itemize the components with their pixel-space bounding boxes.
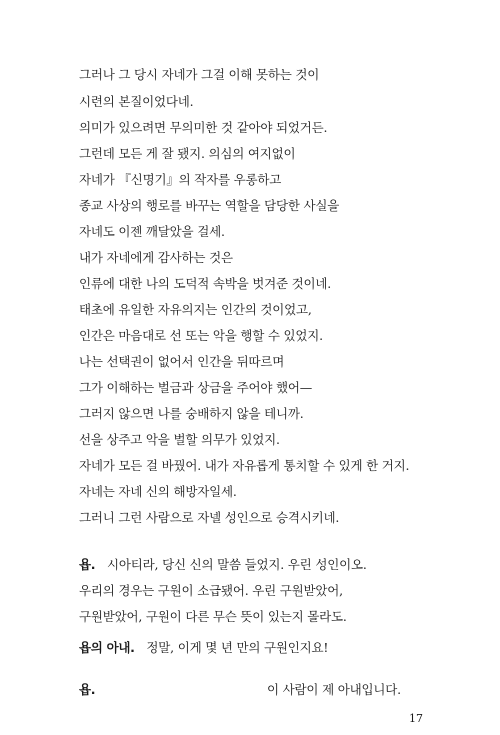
verse-line: 태초에 유일한 자유의지는 인간의 것이었고, xyxy=(79,302,312,317)
verse-line: 그런데 모든 게 잘 됐지. 의심의 여지없이 xyxy=(79,146,296,161)
verse-line: 자네도 이젠 깨달았을 걸세. xyxy=(79,224,225,239)
verse-line: 그러나 그 당시 자네가 그걸 이해 못하는 것이 xyxy=(79,67,320,82)
job-speech-line xyxy=(79,557,367,573)
speaker-name-job: 욥. xyxy=(79,682,96,697)
verse-line: 자네가 모든 걸 바꿨어. 내가 자유롭게 통치할 수 있게 한 거지. xyxy=(79,458,410,473)
verse-line: 의미가 있으려면 무의미한 것 같아야 되었거든. xyxy=(79,120,328,135)
verse-line: 종교 사상의 행로를 바꾸는 역할을 담당한 사실을 xyxy=(79,198,340,213)
verse-line: 인간은 마음대로 선 또는 악을 행할 수 있었지. xyxy=(79,328,323,343)
verse-line: 나는 선택권이 없어서 인간을 뒤따르며 xyxy=(79,354,285,369)
verse-line: 선을 상주고 악을 벌할 의무가 있었지. xyxy=(79,432,280,447)
job-speech-text: 시아티라, 당신 신의 말씀 들었지. 우린 성인이오. xyxy=(107,557,367,572)
speaker-name-job: 욥. xyxy=(79,557,96,572)
verse-line: 인류에 대한 나의 도덕적 속박을 벗겨준 것이네. xyxy=(79,276,332,291)
wife-speech-line xyxy=(79,640,328,656)
page-number: 17 xyxy=(409,712,423,725)
verse-line: 자네가 『신명기』의 작자를 우롱하고 xyxy=(79,172,282,187)
job-speech-line: 구원받았어, 구원이 다른 무슨 뜻이 있는지 몰라도. xyxy=(79,609,347,624)
verse-line: 그러지 않으면 나를 숭배하지 않을 테니까. xyxy=(79,406,304,421)
verse-line: 내가 자네에게 감사하는 것은 xyxy=(79,250,233,265)
speaker-name-jobs-wife: 욥의 아내. xyxy=(79,640,135,655)
job-final-line xyxy=(79,682,401,698)
job-final-text: 이 사람이 제 아내입니다. xyxy=(267,682,401,697)
job-speech-line: 우리의 경우는 구원이 소급됐어. 우린 구원받았어, xyxy=(79,583,343,598)
verse-line: 그가 이해하는 벌금과 상금을 주어야 했어— xyxy=(79,380,313,395)
verse-line: 시련의 본질이었다네. xyxy=(79,94,194,109)
verse-line: 자네는 자네 신의 해방자일세. xyxy=(79,484,237,499)
wife-speech-text: 정말, 이게 몇 년 만의 구원인지요! xyxy=(146,640,329,655)
verse-line: 그러니 그런 사람으로 자넬 성인으로 승격시키네. xyxy=(79,510,340,525)
